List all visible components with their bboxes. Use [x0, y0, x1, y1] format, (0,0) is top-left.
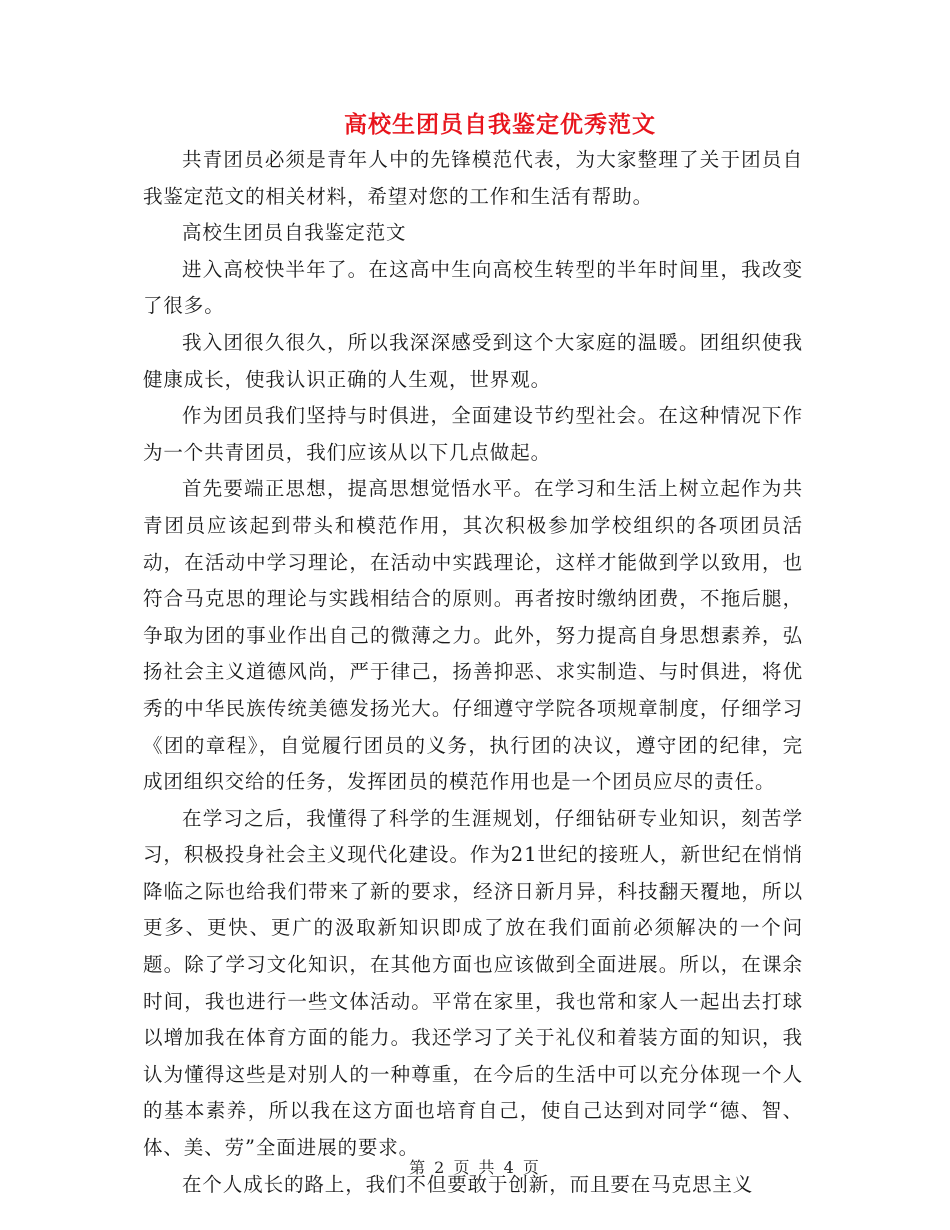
document-title: 高校生团员自我鉴定优秀范文	[344, 111, 656, 138]
paragraph: 在个人成长的路上，我们不但要敢于创新，而且要在马克思主义	[182, 1172, 754, 1196]
paragraph-subtitle: 高校生团员自我鉴定范文	[182, 221, 407, 245]
paragraph: 我入团很久很久，所以我深深感受到这个大家庭的温暖。团组织使我健康成长，使我认识正确的人生观，世界观。	[143, 330, 803, 391]
paragraph: 进入高校快半年了。在这高中生向高校生转型的半年时间里，我改变了很多。	[143, 257, 803, 318]
page-footer: 第 2 页 共 4 页	[409, 1158, 541, 1177]
document-body	[143, 142, 803, 1203]
paragraph: 首先要端正思想，提高思想觉悟水平。在学习和生活上树立起作为共青团员应该起到带头和模范作用，其次积极参加学校组织的各项团员活动，在活动中学习理论，在活动中实践理论，这样才能做到学以致用，也符合马克思的理论与实践相结合的原则。再者按时缴纳团费，不拖后腿，争取为团的事业作出自己的微薄之力。此外，努力提高自身思想素养，弘扬社会主义道德风尚，严于律己，扬善抑恶、求实制造、与时俱进，将优秀的中华民族传统美德发扬光大。仔细遵守学院各项规章制度，仔细学习《团的章程》，自觉履行团员的义务，执行团的决议，遵守团的纪律，完成团组织交给的任务，发挥团员的模范作用也是一个团员应尽的责任。	[143, 477, 803, 794]
paragraph: 在学习之后，我懂得了科学的生涯规划，仔细钻研专业知识，刻苦学习，积极投身社会主义现代化建设。作为21世纪的接班人，新世纪在悄悄降临之际也给我们带来了新的要求，经济日新月异，科技翻天覆地，所以更多、更快、更广的汲取新知识即成了放在我们面前必须解决的一个问题。除了学习文化知识，在其他方面也应该做到全面进展。所以，在课余时间，我也进行一些文体活动。平常在家里，我也常和家人一起出去打球以增加我在体育方面的能力。我还学习了关于礼仪和着装方面的知识，我认为懂得这些是对别人的一种尊重，在今后的生活中可以充分体现一个人的基本素养，所以我在这方面也培育自己，使自己达到对同学“德、智、体、美、劳”全面进展的要求。	[143, 806, 803, 1160]
paragraph-intro: 共青团员必须是青年人中的先锋模范代表，为大家整理了关于团员自我鉴定范文的相关材料，希望对您的工作和生活有帮助。	[143, 148, 803, 208]
paragraph: 作为团员我们坚持与时俱进，全面建设节约型社会。在这种情况下作为一个共青团员，我们应该从以下几点做起。	[143, 404, 803, 464]
